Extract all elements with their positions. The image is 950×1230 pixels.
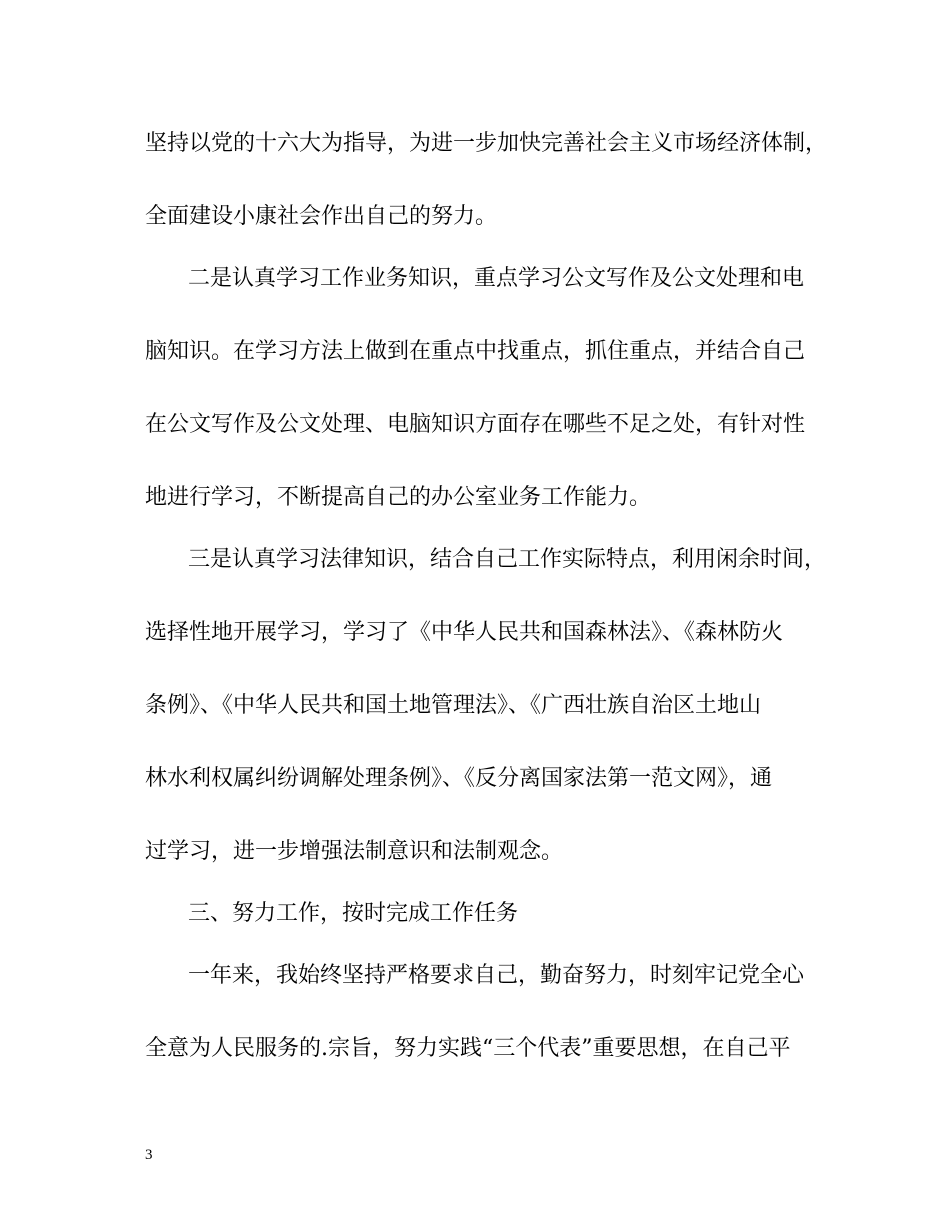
- text-line: 选择性地开展学习，学习了《中华人民共和国森林法》、《森林防火: [145, 620, 784, 645]
- text-line: 地进行学习，不断提高自己的办公室业务工作能力。: [145, 485, 652, 510]
- text-line: 在公文写作及公文处理、电脑知识方面存在哪些不足之处，有针对性: [145, 412, 806, 437]
- paragraph-start-line: 二是认真学习工作业务知识，重点学习公文写作及公文处理和电: [188, 266, 805, 291]
- text-line: 林水利权属纠纷调解处理条例》、《反分离国家法第一范文网》，通: [145, 766, 773, 791]
- text-line: 过学习，进一步增强法制意识和法制观念。: [145, 839, 564, 864]
- paragraph-start-line: 一年来，我始终坚持严格要求自己，勤奋努力，时刻牢记党全心: [188, 963, 805, 988]
- text-line: 全意为人民服务的.宗旨，努力实践“三个代表”重要思想，在自己平: [145, 1036, 791, 1061]
- page-number: 3: [145, 1147, 153, 1163]
- section-heading: 三、努力工作，按时完成工作任务: [188, 901, 519, 926]
- text-line: 全面建设小康社会作出自己的努力。: [145, 204, 498, 229]
- text-line: 坚持以党的十六大为指导，为进一步加快完善社会主义市场经济体制，: [145, 131, 828, 156]
- text-line: 脑知识。在学习方法上做到在重点中找重点，抓住重点，并结合自己: [145, 339, 806, 364]
- text-line: 条例》、《中华人民共和国土地管理法》、《广西壮族自治区土地山: [145, 693, 762, 718]
- paragraph-start-line: 三是认真学习法律知识，结合自己工作实际特点，利用闲余时间，: [188, 547, 827, 572]
